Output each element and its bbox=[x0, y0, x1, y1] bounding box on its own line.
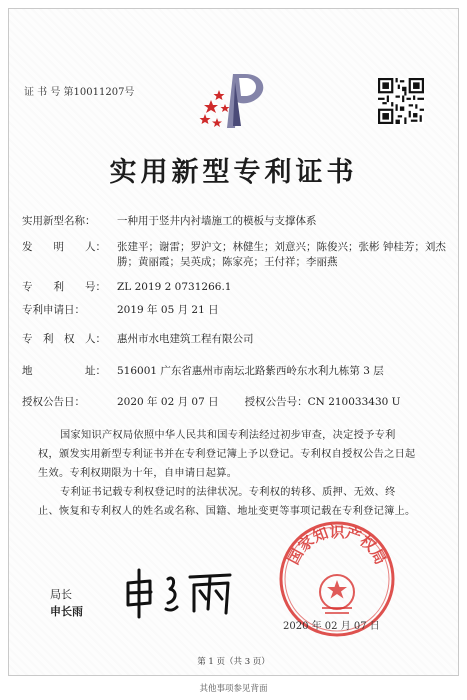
qr-code-icon bbox=[378, 78, 424, 124]
patentee-value: 惠州市水电建筑工程有限公司 bbox=[117, 333, 254, 345]
filing-date-label: 专利申请日： bbox=[22, 304, 85, 316]
patent-number-value: ZL 2019 2 0731266.1 bbox=[117, 281, 232, 293]
inventors-value: 张建平；谢雷；罗沪文；林健生；刘意兴；陈俊兴；张彬 钟桂芳；刘杰勝；黄丽霞；吴英成；陈家亮；王付祥；李丽燕 bbox=[117, 241, 446, 268]
utility-name-row bbox=[22, 214, 317, 229]
grant-date-label: 授权公告日： bbox=[22, 396, 85, 408]
patentee-row bbox=[22, 332, 254, 347]
inventors-label: 发 明 人： bbox=[22, 241, 106, 253]
filing-date-value: 2019 年 05 月 21 日 bbox=[117, 304, 219, 316]
utility-name-label: 实用新型名称： bbox=[22, 215, 96, 227]
patent-number-row bbox=[22, 280, 231, 295]
grant-row bbox=[22, 395, 401, 410]
seal-date: 2020 年 02 月 07 日 bbox=[283, 621, 380, 632]
grant-statement-paragraph: 国家知识产权局依照中华人民共和国专利法经过初步审查，决定授予专利权，颁发实用新型专利证书并在专利登记簿上予以登记。专利权自授权公告之日起生效。专利权期限为十年，自申请日起算。 bbox=[38, 430, 416, 479]
grant-number-value: CN 210033430 U bbox=[307, 396, 401, 408]
handwritten-signature bbox=[120, 565, 240, 620]
signer-name: 申长雨 bbox=[50, 605, 83, 618]
certificate-number: 证 书 号 第10011207号 bbox=[24, 87, 135, 98]
page-number: 第 1 页（共 3 页） bbox=[197, 657, 270, 667]
patentee-label: 专 利 权 人： bbox=[22, 333, 106, 345]
address-label: 地 址： bbox=[22, 365, 106, 377]
grant-number-label: 授权公告号： bbox=[244, 396, 308, 408]
grant-date-value: 2020 年 02 月 07 日 bbox=[117, 396, 219, 408]
filing-date-row bbox=[22, 303, 219, 318]
legal-status-paragraph: 专利证书记载专利权登记时的法律状况。专利权的转移、质押、无效、终止、恢复和专利权人的姓名或名称、国籍、地址变更等事项记载在专利登记簿上。 bbox=[38, 487, 416, 517]
utility-name-value: 一种用于竖井内衬墙施工的模板与支撑体系 bbox=[117, 215, 317, 227]
certificate-title: 实用新型专利证书 bbox=[109, 157, 358, 188]
footer-note: 其他事项参见背面 bbox=[199, 684, 268, 694]
svg-text:国家知识产权局: 国家知识产权局 bbox=[284, 523, 390, 568]
address-row bbox=[22, 364, 384, 379]
patent-number-label: 专 利 号： bbox=[22, 281, 106, 293]
inventors-row bbox=[22, 240, 447, 270]
patent-office-logo-icon bbox=[195, 70, 275, 132]
signer-title: 局长 bbox=[50, 588, 72, 601]
address-value: 516001 广东省惠州市南坛北路紫西岭东水利九栋第 3 层 bbox=[117, 365, 384, 377]
